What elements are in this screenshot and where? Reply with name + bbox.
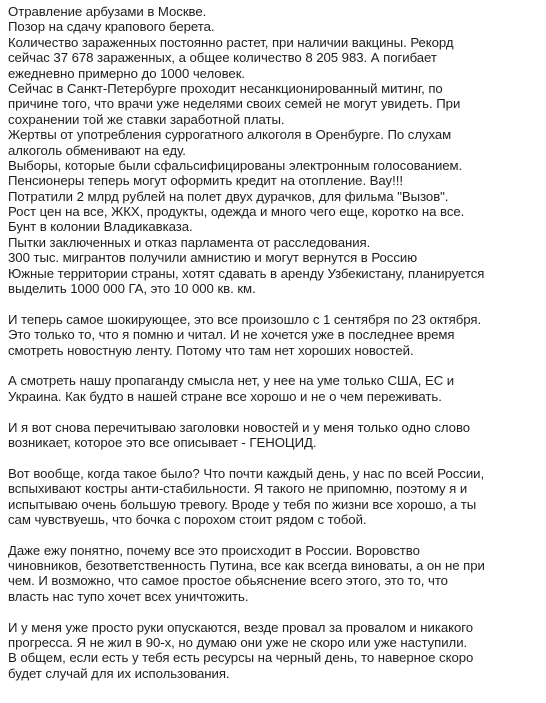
text-line: смотреть новостную ленту. Потому что там нет хороших новостей. — [8, 342, 414, 358]
text-line: Южные территории страны, хотят сдавать в аренду Узбекистану, планируется — [8, 265, 485, 281]
text-line: Количество зараженных постоянно растет, при наличии вакцины. Рекорд — [8, 34, 454, 50]
text-line: И у меня уже просто руки опускаются, везде провал за провалом и никакого — [8, 619, 474, 635]
text-line: Пенсионеры теперь могут оформить кредит на отопление. Вау!!! — [8, 173, 403, 189]
text-line: Даже ежу понятно, почему все это происходит в России. Воровство — [8, 542, 420, 558]
text-line: И теперь самое шокирующее, это все произошло с 1 сентября по 23 октября. — [8, 311, 482, 327]
text-line: Отравление арбузами в Москве. — [8, 4, 207, 19]
text-line: будет случай для их использования. — [8, 665, 230, 681]
text-line: прогресса. Я не жил в 90-х, но думаю они уже не скоро или уже наступили. — [8, 635, 468, 651]
paragraph-gap — [8, 358, 540, 373]
paragraph — [8, 420, 540, 451]
text-line: сейчас 37 678 зараженных, а общее количество 8 205 983. А погибает — [8, 50, 437, 66]
text-line: испытываю очень большую тревогу. Вроде у тебя по жизни все хорошо, а ты — [8, 496, 477, 512]
paragraph-gap — [8, 404, 540, 419]
text-line: Выборы, которые были сфальсифицированы электронным голосованием. — [8, 157, 463, 173]
text-line: причине того, что врачи уже неделями своих семей не могут увидеть. При — [8, 96, 461, 112]
text-line: Пытки заключенных и отказ парламента от расследования. — [8, 234, 371, 250]
text-line: ежедневно примерно до 1000 человек. — [8, 65, 246, 81]
text-line: сохранении той же ставки заработной платы. — [8, 111, 285, 127]
text-line: вспыхивают костры анти-стабильности. Я такого не припомню, поэтому я и — [8, 481, 468, 497]
text-line: возникает, которое это все описывает - ГЕНОЦИД. — [8, 434, 317, 450]
paragraph — [8, 312, 540, 358]
text-line: Бунт в колонии Владикавказа. — [8, 219, 193, 235]
text-line: В общем, если есть у тебя есть ресурсы на черный день, то наверное скоро — [8, 650, 474, 666]
paragraph-gap — [8, 604, 540, 619]
text-line: Потратили 2 млрд рублей на полет двух дурачков, для фильма "Вызов". — [8, 188, 449, 204]
paragraph — [8, 373, 540, 404]
text-line: чиновников, безответственность Путина, все как всегда виноваты, а он не при — [8, 558, 485, 574]
text-line: Позор на сдачу крапового берета. — [8, 19, 215, 35]
text-line: Это только то, что я помню и читал. И не хочется уже в последнее время — [8, 327, 455, 343]
text-line: выделить 1000 000 ГА, это 10 000 кв. км. — [8, 281, 256, 297]
text-line: Рост цен на все, ЖКХ, продукты, одежда и много чего еще, коротко на все. — [8, 204, 465, 220]
paragraph-gap — [8, 450, 540, 465]
paragraph — [8, 543, 540, 605]
paragraph — [8, 4, 540, 296]
paragraph — [8, 466, 540, 528]
text-line: Жертвы от употребления суррогатного алкоголя в Оренбурге. По слухам — [8, 127, 452, 143]
text-line: сам чувствуешь, что бочка с порохом стоит рядом с тобой. — [8, 511, 367, 527]
text-line: Сейчас в Санкт-Петербурге проходит несанкционированный митинг, по — [8, 80, 443, 96]
text-line: власть нас тупо хочет всех уничтожить. — [8, 588, 249, 604]
text-line: И я вот снова перечитываю заголовки новостей и у меня только одно слово — [8, 419, 471, 435]
text-line: Украина. Как будто в нашей стране все хорошо и не о чем переживать. — [8, 388, 442, 404]
text-line: 300 тыс. мигрантов получили амнистию и могут вернутся в Россию — [8, 250, 418, 266]
text-line: А смотреть нашу пропаганду смысла нет, у нее на уме только США, ЕС и — [8, 373, 455, 389]
text-line: чем. И возможно, что самое простое обьяснение всего этого, это то, что — [8, 573, 448, 589]
paragraph-gap — [8, 527, 540, 542]
paragraph — [8, 620, 540, 682]
text-line: алкоголь обменивают на еду. — [8, 142, 186, 158]
paragraph-gap — [8, 296, 540, 311]
text-line: Вот вообще, когда такое было? Что почти каждый день, у нас по всей России, — [8, 465, 485, 481]
